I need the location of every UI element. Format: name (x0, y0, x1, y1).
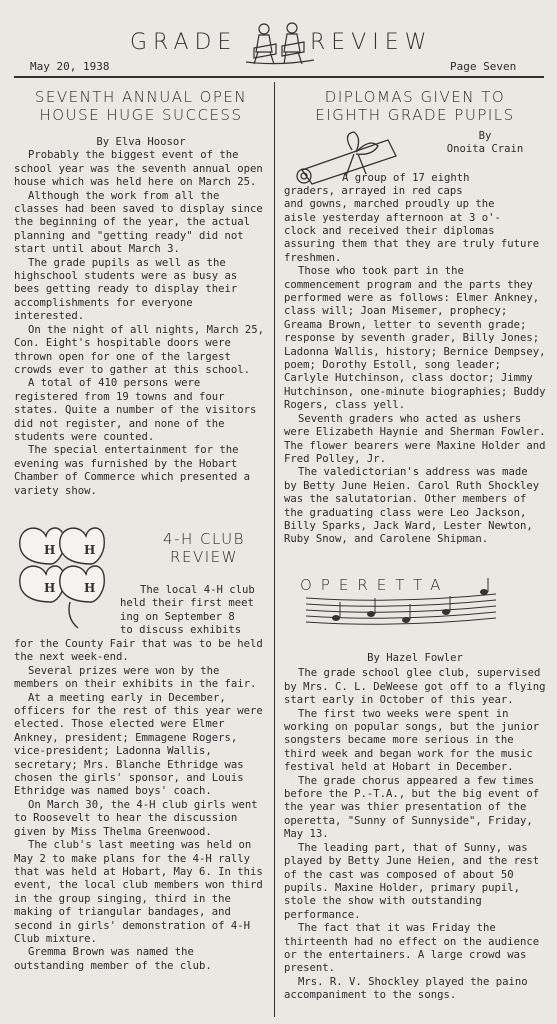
clover-letter: H (44, 581, 56, 595)
masthead-rule (14, 76, 544, 78)
open-house-paragraph: Probably the biggest event of the school year was the seventh annual open house which was held here on March 25. (14, 149, 263, 189)
four-h-lead-lines (120, 584, 270, 638)
four-leaf-clover-icon (18, 520, 126, 630)
operetta-headline-block (300, 576, 510, 594)
four-h-paragraph: At a meeting early in December, officers for the rest of this year were elected. Those elected were Elmer Ankney, president; Emmagene Rogers, vice-president; Ladonna Wallis, secretary; Mrs. Blanche Ethridge was chosen the girls' sponsor, and Louis Ethridge was named boys' coach. (14, 691, 263, 798)
article-diplomas (284, 225, 546, 547)
four-h-lead-line: The local 4-H club (140, 584, 255, 596)
open-house-paragraph: On the night of all nights, March 25, Con. Eight's hospitable doors were thrown open for one of the largest crowds ever to gather at this school. (14, 323, 264, 376)
open-house-byline: By Elva Hoosor (96, 136, 186, 148)
operetta-paragraph: The grade chorus appeared a few times before the P.-T.A., but the big event of the year was thier presentation of the operetta, "Sunny of Sunnyside", Friday, May 13. (284, 774, 540, 841)
masthead-title-left: GRADE (130, 30, 238, 55)
operetta-paragraph: The grade school glee club, supervised by Mrs. C. L. DeWeese got off to a flying start early in October of this year. (284, 667, 546, 707)
diplomas-byline (430, 130, 540, 157)
clover-letter: H (84, 543, 96, 557)
operetta-paragraph: The first two weeks were spent in working on popular songs, but the junior songsters became more serious in the third week and began work for the music festival held at Hobart in December. (284, 707, 540, 774)
four-h-lead-line: to discuss exhibits (120, 624, 242, 637)
clover-letter: H (44, 543, 56, 557)
diplomas-byline-by: By (478, 130, 492, 142)
diplomas-lead-line: and gowns, marched proudly up the (284, 198, 495, 211)
diplomas-headline-line1: DIPLOMAS GIVEN TO (324, 88, 506, 106)
diplomas-paragraph: Seventh graders who acted as ushers were Elizabeth Haynie and Sherman Fowler. The flower bearers were Maxine Holder and Fred Polley, Jr. (284, 412, 546, 465)
diplomas-lead-lines-2 (284, 185, 546, 225)
open-house-headline-line2: HOUSE HUGE SUCCESS (39, 106, 243, 124)
page-number: Page Seven (450, 60, 517, 73)
four-h-lead-line: held their first meet (120, 597, 254, 610)
diplomas-headline-line2: EIGHTH GRADE PUPILS (315, 106, 515, 124)
diplomas-headline-block (284, 88, 546, 124)
four-h-headline-block (140, 530, 268, 566)
operetta-paragraph: The fact that it was Friday the thirteenth had no effect on the audience or the entertainers. A large crowd was present. (284, 922, 540, 975)
clover-letter: H (84, 581, 96, 595)
operetta-byline: By Hazel Fowler (367, 652, 463, 664)
open-house-paragraph: The special entertainment for the evening was furnished by the Hobart Chamber of Commerce which presented a variety show. (14, 444, 250, 497)
open-house-paragraph: A total of 410 persons were registered from 19 towns and four states. Quite a number of the visitors did not register, and none of the students were counted. (14, 377, 257, 443)
issue-date: May 20, 1938 (30, 60, 110, 73)
operetta-paragraph: The leading part, that of Sunny, was played by Betty June Heien, and the rest of the cast was composed of about 50 pupils. Maxine Holder, primary pupil, stole the show with outstanding performance. (284, 841, 540, 921)
masthead-title-right: REVIEW (310, 30, 433, 55)
diplomas-paragraph: clock and received their diplomas assuring them that they are truly future freshmen. (284, 225, 540, 264)
column-divider (274, 82, 275, 1017)
four-h-paragraph: The club's last meeting was held on May 2 to make plans for the 4-H rally that was held at Hobart, May 6. In this event, the local club members won third in the group singing, third in the making of triangular bandages, and second in girls' demonstration of 4-H Club mixture. (14, 839, 263, 945)
four-h-paragraph: On March 30, the 4-H club girls went to Roosevelt to hear the discussion given by Miss Thelma Greenwood. (14, 798, 258, 838)
diplomas-lead-lines (330, 172, 544, 185)
four-h-paragraph: Several prizes were won by the members on their exhibits in the fair. (14, 664, 257, 691)
diplomas-lead-line: aisle yesterday afternoon at 3 o'- (284, 211, 501, 224)
four-h-paragraph: Gremma Brown was named the outstanding member of the club. (14, 946, 212, 972)
four-h-paragraph: for the County Fair that was to be held the next week-end. (14, 638, 263, 664)
open-house-headline-line1: SEVENTH ANNUAL OPEN (34, 88, 248, 106)
four-h-headline-line2: REVIEW (170, 548, 238, 566)
operetta-paragraph: Mrs. R. V. Shockley played the paino accompaniment to the songs. (284, 975, 528, 1002)
article-four-h (14, 638, 268, 973)
diplomas-lead-line: A group of 17 eighth (342, 172, 470, 184)
two-children-reading-icon (240, 22, 320, 68)
open-house-paragraph: The grade pupils as well as the highschool students were as busy as bees getting ready to display their accomplishments for everyone interested. (14, 256, 238, 323)
four-h-headline-line1: 4-H CLUB (163, 530, 245, 548)
article-open-house (14, 88, 268, 498)
article-operetta (284, 652, 546, 1003)
masthead (0, 22, 557, 62)
diplomas-byline-name: Onoita Crain (446, 143, 524, 156)
diplomas-paragraph: Those who took part in the commencement program and the parts they performed were as follows: Elmer Ankney, class will; Joan Misemer, prophecy; Greama Brown, letter to seventh grade; response by seventh grader, Billy Jones; Ladonna Wallis, history; Bernice Dempsey, poem; Dorothy Estoll, song leader; Carlyle Hutchinson, class doctor; Jimmy Hutchinson, one-minute biographies; Buddy Rogers, class yell. (284, 265, 546, 412)
diplomas-paragraph: The valedictorian's address was made by Betty June Heien. Carol Ruth Shockley was the salutatorian. Other members of the graduating class were Leo Jackson, Billy Sparks, Jack Ward, Lester Newton, Ruby Snow, and Carolene Shipman. (284, 466, 540, 546)
open-house-paragraph: Although the work from all the classes had been saved to display since the beginning of the year, the actual planning and "getting ready" did not start until about March 3. (14, 189, 263, 256)
operetta-headline: OPERETTA (300, 576, 450, 594)
diplomas-lead-line: graders, arrayed in red caps (284, 185, 463, 197)
four-h-lead-line: ing on September 8 (120, 610, 235, 623)
